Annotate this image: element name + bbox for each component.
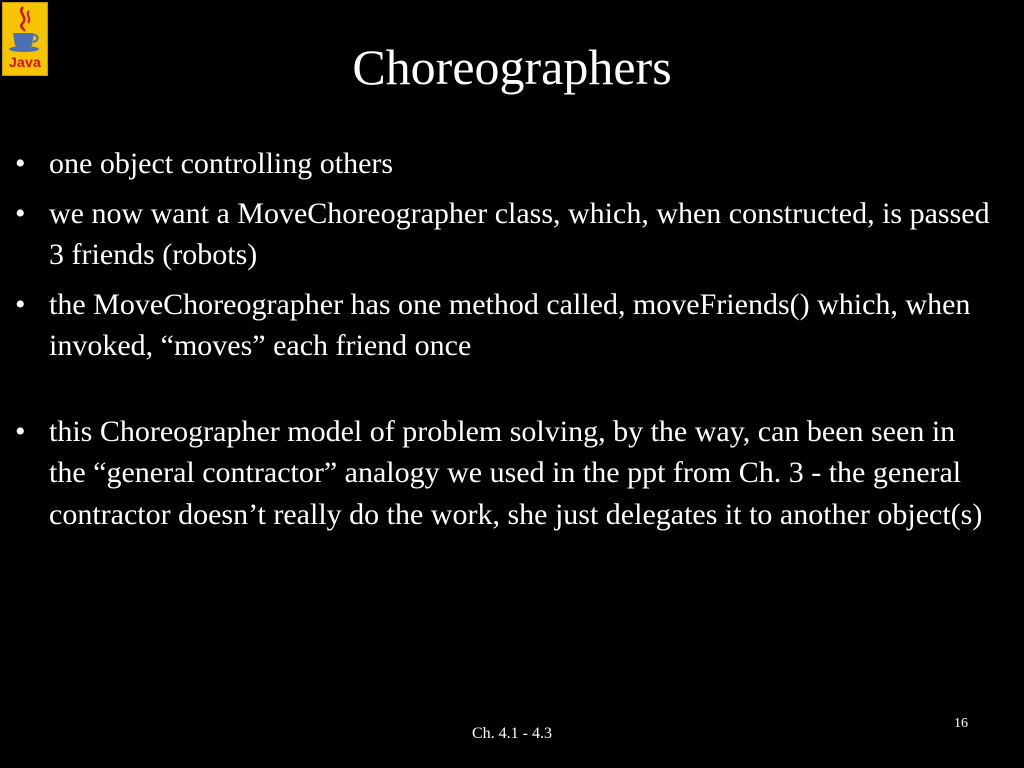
footer-chapter-label: Ch. 4.1 - 4.3 [472, 725, 552, 742]
page-number: 16 [954, 716, 968, 731]
bullet-text: the MoveChoreographer has one method called, moveFriends() which, when invoked, “moves” each friend once [49, 287, 971, 362]
bullet-text: one object controlling others [49, 147, 394, 180]
bullet-glyph: • [15, 147, 26, 180]
bullet-item [0, 284, 1024, 367]
bullet-item [0, 143, 1024, 185]
bullet-glyph: • [15, 196, 26, 230]
bullet-glyph: • [15, 414, 26, 448]
bullet-list [0, 143, 1024, 543]
bullet-text: we now want a MoveChoreographer class, which, when constructed, is passed 3 friends (robots) [49, 196, 990, 271]
bullet-item [0, 193, 1024, 276]
bullet-item [0, 411, 1024, 536]
bullet-glyph: • [15, 287, 26, 321]
bullet-text: this Choreographer model of problem solving, by the way, can been seen in the “general contractor” analogy we used in the ppt from Ch. 3 - the general contractor doesn’t really do the work, she just delegates it to another object(s) [49, 414, 983, 531]
java-logo-text: Java [9, 54, 41, 70]
slide-title: Choreographers [352, 39, 672, 95]
